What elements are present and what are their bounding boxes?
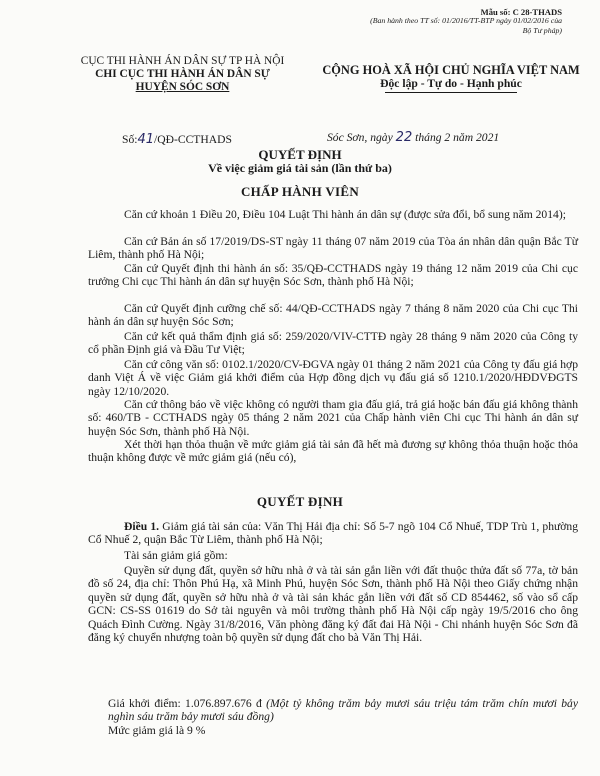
paragraph-legal-basis-1: Căn cứ khoản 1 Điều 20, Điều 104 Luật Thi hành án dân sự (được sửa đổi, bổ sung năm 2014); xyxy=(124,208,566,221)
article-1-label: Điều 1. xyxy=(124,520,160,533)
date-day-handwritten: 22 xyxy=(395,130,413,145)
org-line-3: HUYỆN SÓC SƠN xyxy=(135,81,230,93)
issuing-organization xyxy=(50,55,315,94)
form-note: (Ban hành theo TT số: 01/2016/TT-BTP ngày 01/02/2016 của Bộ Tư pháp) xyxy=(370,16,562,35)
reduction-rate: Mức giảm giá là 9 % xyxy=(108,724,206,737)
start-price-amount: Giá khởi điểm: 1.076.897.676 đ xyxy=(108,697,262,710)
document-title: QUYẾT ĐỊNH xyxy=(258,147,342,162)
doc-number-handwritten: 41 xyxy=(137,132,155,147)
article-1 xyxy=(88,520,578,547)
date-prefix: Sóc Sơn, ngày xyxy=(327,131,393,144)
doc-number-suffix: /QĐ-CCTHADS xyxy=(154,133,232,146)
document-date xyxy=(327,131,499,144)
paragraph-legal-basis-7: Căn cứ thông báo về việc không có người tham gia đấu giá, trả giá hoặc bán đấu giá không thành số: 460/TB - CCTHADS ngày 05 tháng 2 năm 2021 của Chấp hành viên Chi cục Thi hành án dân sự huyện Sóc Sơn, thành phố Hà Nội. xyxy=(88,398,578,438)
document-subtitle: Về việc giảm giá tài sản (lần thứ ba) xyxy=(208,161,392,175)
paragraph-legal-basis-5: Căn cứ kết quả thẩm định giá số: 259/2020/VIV-CTTĐ ngày 28 tháng 9 năm 2020 của Công ty cổ phần Định giá và Đầu Tư Việt; xyxy=(88,330,578,357)
start-price xyxy=(108,697,578,724)
assets-intro: Tài sản giảm giá gồm: xyxy=(124,549,228,562)
national-header xyxy=(320,64,582,93)
paragraph-legal-basis-6: Căn cứ công văn số: 0102.1/2020/CV-ĐGVA ngày 01 tháng 2 năm 2021 của Công ty đấu giá hợp danh Việt Á về việc Giảm giá khởi điểm của Hợp đồng dịch vụ đấu giá số 1210.1/2020/HĐDVĐGTS ngày 12/10/2020. xyxy=(88,358,578,398)
org-line-1: CỤC THI HÀNH ÁN DÂN SỰ TP HÀ NỘI xyxy=(80,55,285,67)
nation-line-1: CỘNG HOÀ XÃ HỘI CHỦ NGHĨA VIỆT NAM xyxy=(322,63,580,77)
date-suffix: tháng 2 năm 2021 xyxy=(415,131,500,144)
issuer-heading: CHẤP HÀNH VIÊN xyxy=(240,184,360,199)
nation-line-2: Độc lập - Tự do - Hạnh phúc xyxy=(380,77,522,91)
doc-number-prefix: Số: xyxy=(122,133,138,146)
document-number xyxy=(122,133,232,146)
paragraph-legal-basis-4: Căn cứ Quyết định cưỡng chế số: 44/QĐ-CCTHADS ngày 7 tháng 8 năm 2020 của Chi cục Thi hành án dân sự huyện Sóc Sơn; xyxy=(88,302,578,329)
paragraph-legal-basis-2: Căn cứ Bản án số 17/2019/DS-ST ngày 11 tháng 07 năm 2019 của Tòa án nhân dân quận Bắc Từ Liêm, thành phố Hà Nội; xyxy=(88,235,578,262)
article-1-text: Giảm giá tài sản của: Văn Thị Hải địa chỉ: Số 5-7 ngõ 104 Cổ Nhuế, TDP Trù 1, phường Cổ Nhuế 2, quận Bắc Từ Liêm, thành phố Hà Nội; xyxy=(88,520,578,547)
start-price-words: (Một tỷ không trăm bảy mươi sáu triệu tám trăm chín mươi bảy nghìn sáu trăm bảy mươi sáu đồng) xyxy=(108,697,578,724)
decision-heading: QUYẾT ĐỊNH xyxy=(256,494,344,509)
paragraph-consideration: Xét thời hạn thỏa thuận về mức giảm giá tài sản đã hết mà đương sự không thỏa thuận hoặc thỏa thuận không được về mức giảm giá (nếu có), xyxy=(88,438,578,465)
assets-description: Quyền sử dụng đất, quyền sở hữu nhà ở và tài sản gắn liền với đất thuộc thửa đất số 77a, tờ bản đồ số 24, địa chỉ: Thôn Phú Hạ, xã Minh Phú, huyện Sóc Sơn, thành phố Hà Nội theo Giấy chứng nhận quyền sử dụng đất, quyền sở hữu nhà ở và tài sản khác gắn liền với đất số CD 854462, số vào sổ cấp GCN: CS-SS 01619 do Sở tài nguyên và môi trường thành phố Hà Nội cấp ngày 19/5/2016 cho ông Quách Đình Cường. Ngày 31/8/2016, Văn phòng đăng ký đất đai Hà Nội - Chi nhánh huyện Sóc Sơn đã đăng ký chuyển nhượng toàn bộ quyền sử dụng đất cho bà Văn Thị Hải. xyxy=(88,564,578,645)
form-number: Mẫu số: C 28-THADS xyxy=(480,7,562,17)
paragraph-legal-basis-3: Căn cứ Quyết định thi hành án số: 35/QĐ-CCTHADS ngày 19 tháng 12 năm 2019 của Chi cục trưởng Chi cục Thi hành án dân sự huyện Sóc Sơn, thành phố Hà Nội; xyxy=(88,262,578,289)
org-line-2: CHI CỤC THI HÀNH ÁN DÂN SỰ xyxy=(95,68,270,80)
nation-underline xyxy=(385,92,517,93)
